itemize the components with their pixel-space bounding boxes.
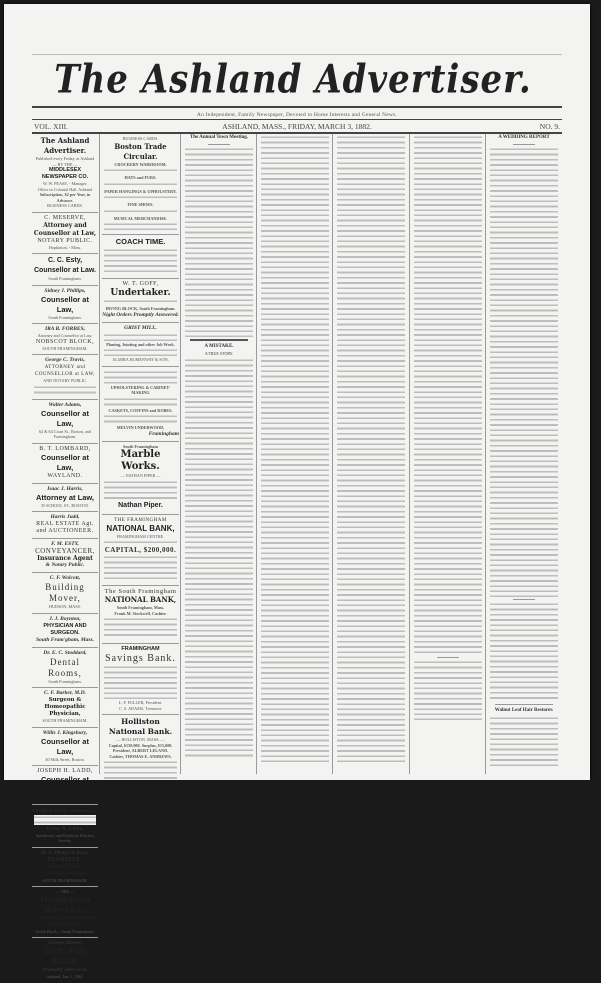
body-text xyxy=(104,414,177,424)
tagline: An Independent, Family Newspaper, Devoted to Home Interests and General News. xyxy=(196,112,398,118)
card-sub: NOBSCOT BLOCK, xyxy=(35,338,95,345)
ad-pre: South Framingham xyxy=(122,443,159,449)
column-separator xyxy=(409,134,410,774)
card-name: JOSEPH H. LADD, xyxy=(37,768,93,774)
ad-pre: THE FRAMINGHAM xyxy=(114,517,167,523)
newspaper-page xyxy=(4,4,590,979)
article-body xyxy=(337,135,405,765)
column-separator xyxy=(256,134,257,774)
body-text xyxy=(104,333,177,341)
by-label: — BY THE — xyxy=(52,161,78,167)
column-business-cards xyxy=(32,134,98,979)
ad-officer: C. S. ADAMS, Treasurer. xyxy=(119,705,162,711)
ad-item: MUSICAL MERCHANDISE. xyxy=(113,215,168,221)
article-body xyxy=(490,602,558,702)
savings-bank-ad xyxy=(102,644,179,715)
column-separator xyxy=(180,134,181,774)
masthead xyxy=(28,57,558,103)
paper-name: The Ashland Advertiser. xyxy=(40,136,90,155)
ad-pre: The South Framingham xyxy=(104,588,177,595)
card-title: Counsellor at Law, xyxy=(41,294,89,314)
undertaker-ad xyxy=(102,279,179,323)
card-place: Hopkinton, - Mass. xyxy=(48,244,82,250)
card-sub: 40 Milk Street, Boston. xyxy=(45,756,85,762)
masthead-rule xyxy=(32,106,562,108)
card-title: Attorney at Law, xyxy=(35,492,95,502)
divider xyxy=(495,704,553,705)
business-card xyxy=(32,213,98,255)
card-sub: Roslin Farm Conservatories xyxy=(44,863,86,877)
ad-title: Savings Bank. xyxy=(105,653,176,664)
card-title: REAL ESTATE Agt. xyxy=(36,521,94,527)
card-title: Counsellor at Law, xyxy=(41,408,89,428)
article-body xyxy=(490,147,558,597)
card-name: Willis J. Kingsbury, xyxy=(42,729,88,736)
article-body xyxy=(185,147,253,337)
card-title: Counsellor at Law, xyxy=(41,736,89,756)
upholstering-ad xyxy=(102,367,179,442)
card-name: Harris Judd, xyxy=(50,514,80,520)
section-heading: BUSINESS CARDS. xyxy=(47,203,83,208)
column-news-1 xyxy=(183,134,255,762)
card-name: IRA B. FORBES, xyxy=(44,326,86,332)
card-sub: South Fram'gham, Mass. xyxy=(35,636,95,643)
publisher: MIDDLESEX NEWSPAPER CO. xyxy=(41,167,89,180)
card-sub: AND NOTARY PUBLIC. xyxy=(43,378,87,383)
tagline-rule xyxy=(32,119,562,120)
card-sub: SOUTH FRAMINGHAM. xyxy=(42,718,88,723)
business-card xyxy=(32,539,98,573)
business-card xyxy=(32,512,98,539)
column-separator xyxy=(332,134,333,774)
marble-works-ad xyxy=(102,442,179,515)
card-sub: Promptly Answered. xyxy=(42,967,88,973)
ad-name: W. T. GOFF, xyxy=(122,281,159,287)
ad-owner: Nathan Piper. xyxy=(118,501,163,509)
business-card xyxy=(32,728,98,767)
article-headline: The Annual Town Meeting. xyxy=(189,135,249,140)
card-place: & Notary Public. xyxy=(45,562,85,568)
framingham-national-bank-ad xyxy=(102,515,179,587)
coach-time xyxy=(102,235,179,279)
business-card xyxy=(32,444,98,484)
card-sub: WAYLAND. xyxy=(47,472,83,479)
article-headline: Walnut Leaf Hair Restorer. xyxy=(494,708,554,713)
card-name: Sidney J. Phillips, xyxy=(44,287,86,294)
article-body xyxy=(414,660,482,720)
card-title: Attorney and Counsellor at Law, xyxy=(33,221,97,237)
business-card xyxy=(32,355,98,400)
card-name: C. C. Esty, xyxy=(47,257,83,264)
article-body xyxy=(185,358,253,758)
paper-info xyxy=(32,134,98,213)
body-text xyxy=(104,248,177,274)
top-rule xyxy=(32,54,562,55)
business-card xyxy=(32,938,98,983)
card-title: Surgeon & Homeopathic Physician, xyxy=(44,697,86,717)
card-name: George Haven, xyxy=(47,940,83,946)
card-title: Attorney and Counsellor at Law, xyxy=(37,333,93,338)
card-name: Isaac J. Harris, xyxy=(47,485,83,492)
card-name: Walter Adams, xyxy=(48,401,82,408)
card-sub: Insurance Agent xyxy=(37,555,93,562)
card-sub: 62 & 64 Court St., Boston, and Framingham. xyxy=(39,428,91,439)
ad-sub: Planing, Jointing and other Job Work. xyxy=(106,341,175,347)
card-title: FLORISTS, xyxy=(48,856,82,863)
business-card xyxy=(32,887,98,938)
ad-title: NATIONAL BANK, xyxy=(104,595,177,604)
body-text xyxy=(104,617,177,639)
ad-sub: — HOLLISTON, MASS. — xyxy=(116,737,165,742)
body-text xyxy=(104,397,177,407)
ad-sub: — NATHAN PIPER — xyxy=(120,473,161,478)
issue-number: NO. 9. xyxy=(539,122,560,131)
ad-title: UPHOLSTERING & CABINET-MAKING xyxy=(110,384,171,395)
ad-note: Night Orders Promptly Answered. xyxy=(102,311,179,318)
ad-title: GRIST MILL. xyxy=(124,324,157,331)
business-card xyxy=(32,484,98,513)
card-place: SOUTH FRAMINGHAM. xyxy=(42,345,88,351)
card-name: J. J. Boynton, xyxy=(49,615,81,622)
ad-owner: ALMIRA HUMENWAY & SON, xyxy=(112,357,169,362)
south-framingham-bank-ad xyxy=(102,586,179,644)
body-text xyxy=(104,665,177,699)
ad-item: HATS and FURS. xyxy=(124,175,157,180)
article-body xyxy=(490,716,558,766)
card-sub: South Framingham. xyxy=(48,678,82,684)
business-card xyxy=(32,614,98,648)
body-text xyxy=(104,370,177,384)
manager: W. W. PEASE, - Manager. xyxy=(42,181,88,186)
body-text xyxy=(34,385,96,395)
column-news-3 xyxy=(335,134,407,762)
ad-sub: FRAMINGHAM CENTRE. xyxy=(116,533,165,539)
card-sub: South Framingham. xyxy=(48,314,82,320)
masthead-title: The Ashland Advertiser. xyxy=(54,57,532,103)
card-place: SOUTH FRAMINGHAM. xyxy=(42,877,88,883)
column-separator xyxy=(99,134,100,774)
ad-capital: Capital, $150,000. Surplus, $15,000. xyxy=(108,742,173,748)
article-headline: A WEDDING REPORT xyxy=(498,135,550,140)
ad-place: Framingham xyxy=(148,430,179,437)
body-text xyxy=(34,815,96,825)
card-sub: HUDSON, MASS. xyxy=(49,604,81,609)
card-name: GEORGE HICK, Pharmacist, xyxy=(32,807,98,813)
card-name: B. T. LOMBARD, xyxy=(39,445,91,452)
subscription: Subscription, $2 per Year, in Advance. xyxy=(39,192,91,203)
card-title: CONVEYANCER, xyxy=(35,547,95,555)
card-title: Cyrus N. Gibbs, xyxy=(46,825,84,832)
body-text xyxy=(104,555,177,581)
card-name: Dr. E. C. Stoddard, xyxy=(43,649,87,656)
business-card xyxy=(32,573,98,614)
card-title: Dental Rooms, xyxy=(48,656,82,678)
card-sub: NOTARY PUBLIC. xyxy=(37,237,93,244)
ad-title: COACH TIME. xyxy=(115,237,166,246)
body-text xyxy=(104,209,177,215)
business-card xyxy=(32,848,98,888)
article-body xyxy=(261,135,329,765)
column-separator xyxy=(485,134,486,774)
column-news-4 xyxy=(412,134,484,762)
business-card xyxy=(32,324,98,355)
dateline xyxy=(32,122,562,132)
column-trade-banks xyxy=(102,134,179,762)
ad-title: NATIONAL BANK, xyxy=(106,523,175,533)
ad-title: CASKETS, COFFINS and ROBES. xyxy=(108,407,173,413)
ad-item: CROCKERY WAREROOM. xyxy=(114,161,167,167)
card-title: Building Mover, xyxy=(45,582,85,603)
scan-border xyxy=(0,780,601,800)
card-sub: South Framingham. xyxy=(48,276,82,281)
published-by: Published every Friday, at Ashland xyxy=(35,156,95,161)
card-title: COAL AND WOOD. xyxy=(44,947,86,966)
ad-item: FINE SHOES. xyxy=(127,202,154,207)
ad-title: Undertaker. xyxy=(110,288,171,298)
office: Office in Colonial Hall, Ashland xyxy=(37,186,93,192)
section-heading: BUSINESS CARDS. xyxy=(122,136,159,141)
card-place: Union Block, - South Framingham. xyxy=(35,928,95,934)
article-body xyxy=(414,135,482,655)
ad-officer: L. F. FULLER, President. xyxy=(118,700,163,705)
card-title: PHYSICIAN AND SURGEON. xyxy=(43,622,87,636)
body-text xyxy=(104,480,177,500)
card-sub: Carriage Wheels and Wheel Stock. xyxy=(35,914,95,928)
ad-title: Holliston National Bank. xyxy=(108,717,173,736)
divider xyxy=(513,144,535,145)
ad-item: PAPER HANGINGS & UPHOLSTERY. xyxy=(104,188,177,194)
ad-title: Boston Trade Circular. xyxy=(114,141,167,161)
date-and-place: ASHLAND, MASS., FRIDAY, MARCH 3, 1882. xyxy=(222,122,372,131)
ad-cashier: Cashier, THOMAS E. ANDREWS. xyxy=(109,753,172,759)
ad-sub: South Framingham, Mass. xyxy=(116,605,165,610)
card-name: George C. Travis, xyxy=(45,357,85,363)
business-card xyxy=(32,400,98,444)
divider xyxy=(437,657,459,658)
body-text xyxy=(104,182,177,188)
body-text xyxy=(104,195,177,201)
ad-pre: FRAMINGHAM xyxy=(121,646,160,652)
card-title: Framingham Wheel Co., xyxy=(39,894,91,914)
column-news-2 xyxy=(259,134,331,762)
business-card xyxy=(32,648,98,689)
ad-owner: MELVIN UNDERWOOD, xyxy=(116,425,165,430)
ad-capital: CAPITAL, $200,000. xyxy=(104,546,177,554)
divider xyxy=(513,599,535,600)
ad-officers: Frank M. Stockwell, Cashier. xyxy=(114,610,167,616)
article-subheading: A TRUE STORY. xyxy=(204,351,234,356)
business-card xyxy=(32,805,98,848)
card-place: Ashland, Jan. 1, 1882. xyxy=(46,974,84,979)
business-card xyxy=(32,254,98,286)
boston-trade-circular xyxy=(102,134,179,235)
card-name: C. F. Wolcott, xyxy=(49,575,81,581)
card-name: C. F. Barker, M.D. xyxy=(43,690,87,696)
ad-sub: IRVING BLOCK, South Framingham. xyxy=(105,306,176,311)
volume-number: VOL. XIII. xyxy=(34,122,68,131)
card-sub: 35 SCHOOL ST., BOSTON. xyxy=(40,502,90,508)
card-title: Counsellor at Law. xyxy=(34,267,96,274)
card-sub: and AUCTIONEER. xyxy=(36,528,94,534)
card-name: — THE — xyxy=(55,889,75,894)
article-headline: A MISTAKE. xyxy=(204,344,234,349)
card-title: ATTORNEY and COUNSELLOR at LAW, xyxy=(35,365,95,377)
ad-president: President, ALBERT LELAND. xyxy=(112,748,169,753)
column-news-5 xyxy=(488,134,560,762)
divider xyxy=(190,339,248,341)
body-text xyxy=(104,168,177,174)
card-sub: Apothecary and Dealer in Watches, Jewelry. xyxy=(35,832,95,843)
body-text xyxy=(104,348,177,356)
body-text xyxy=(104,222,177,230)
card-name: H. S. Phelps & Sons, xyxy=(41,849,89,856)
grist-mill-ad xyxy=(102,323,179,367)
body-text xyxy=(104,299,177,305)
card-name: F. M. ESTY, xyxy=(51,541,79,547)
divider xyxy=(208,144,230,145)
business-card xyxy=(32,286,98,325)
card-name: C. MESERVE, xyxy=(44,214,86,221)
business-card xyxy=(32,688,98,728)
ad-title: Marble Works. xyxy=(120,449,161,472)
card-title: Counsellor at Law, xyxy=(41,452,89,472)
